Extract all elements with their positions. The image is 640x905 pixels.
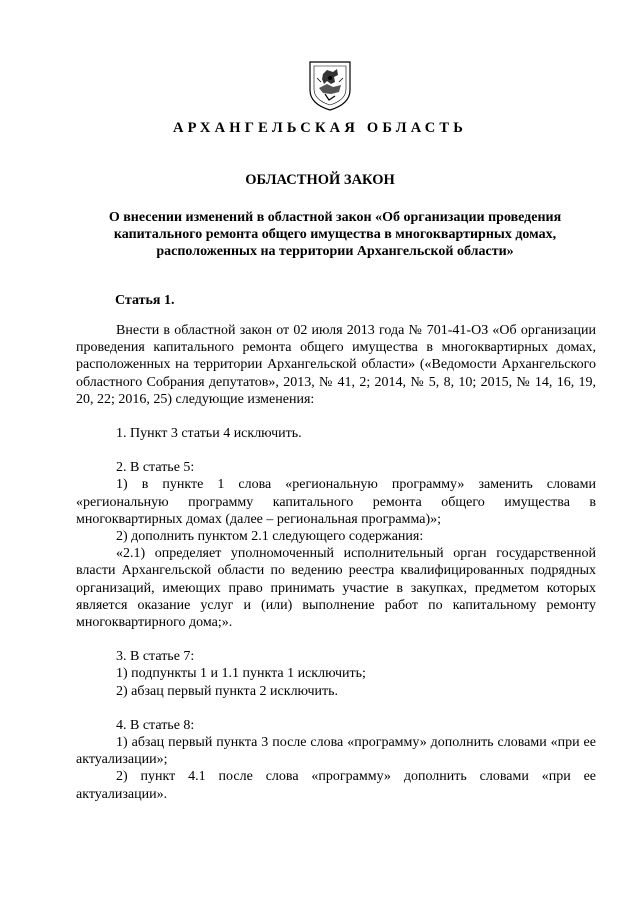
amendment-item-3-sub-1: 1) подпункты 1 и 1.1 пункта 1 исключить; — [116, 666, 366, 682]
document-body — [76, 322, 596, 803]
amendment-item-4-sub-1: 1) абзац первый пункта 3 после слова «программу» дополнить словами «при ее актуализации»; — [76, 735, 596, 768]
article-intro: Внести в областной закон от 02 июля 2013 года № 701-41-ОЗ «Об организации проведения капитального ремонта общего имущества в многоквартирных домах, расположенных на территории Архангельской области» («Ведомости Архангельского областного Собрания депутатов», 2013, № 41, 2; 2014, № 5, 8, 10; 2015, № 14, 16, 19, 20, 22; 2016, 25) следующие изменения: — [76, 323, 596, 407]
article-heading: Статья 1. — [115, 293, 175, 308]
amendment-item-4-sub-2: 2) пункт 4.1 после слова «программу» дополнить словами «при ее актуализации». — [76, 769, 596, 802]
amendment-item-3-sub-2: 2) абзац первый пункта 2 исключить. — [116, 683, 339, 699]
amendment-item-2-quote: «2.1) определяет уполномоченный исполнительный орган государственной власти Архангельской области по ведению реестра квалифицированных подрядных организаций, имеющих право принимать участие в закупках, предметом которых является оказание услуг и (или) выполнение работ по капитальному ремонту многоквартирного дома;». — [76, 546, 596, 631]
law-type-heading: ОБЛАСТНОЙ ЗАКОН — [245, 172, 395, 188]
amendment-item-1: 1. Пункт 3 статьи 4 исключить. — [116, 426, 302, 442]
amendment-item-2-sub-1: 1) в пункте 1 слова «региональную программу» заменить словами «региональную программу капитального ремонта общего имущества в многоквартирных домах (далее – региональная программа)»; — [76, 477, 596, 527]
coat-of-arms-emblem — [307, 60, 353, 112]
amendment-item-2-heading: 2. В статье 5: — [116, 460, 195, 476]
region-name: АРХАНГЕЛЬСКАЯ ОБЛАСТЬ — [172, 120, 468, 136]
amendment-item-2-sub-2: 2) дополнить пунктом 2.1 следующего содержания: — [116, 529, 424, 545]
amendment-item-4-heading: 4. В статье 8: — [116, 717, 195, 733]
law-title: О внесении изменений в областной закон «Об организации проведения капитального ремонта общего имущества в многоквартирных домах, расположенных на территории Архангельской области» — [108, 210, 562, 259]
amendment-item-3-heading: 3. В статье 7: — [116, 649, 195, 665]
